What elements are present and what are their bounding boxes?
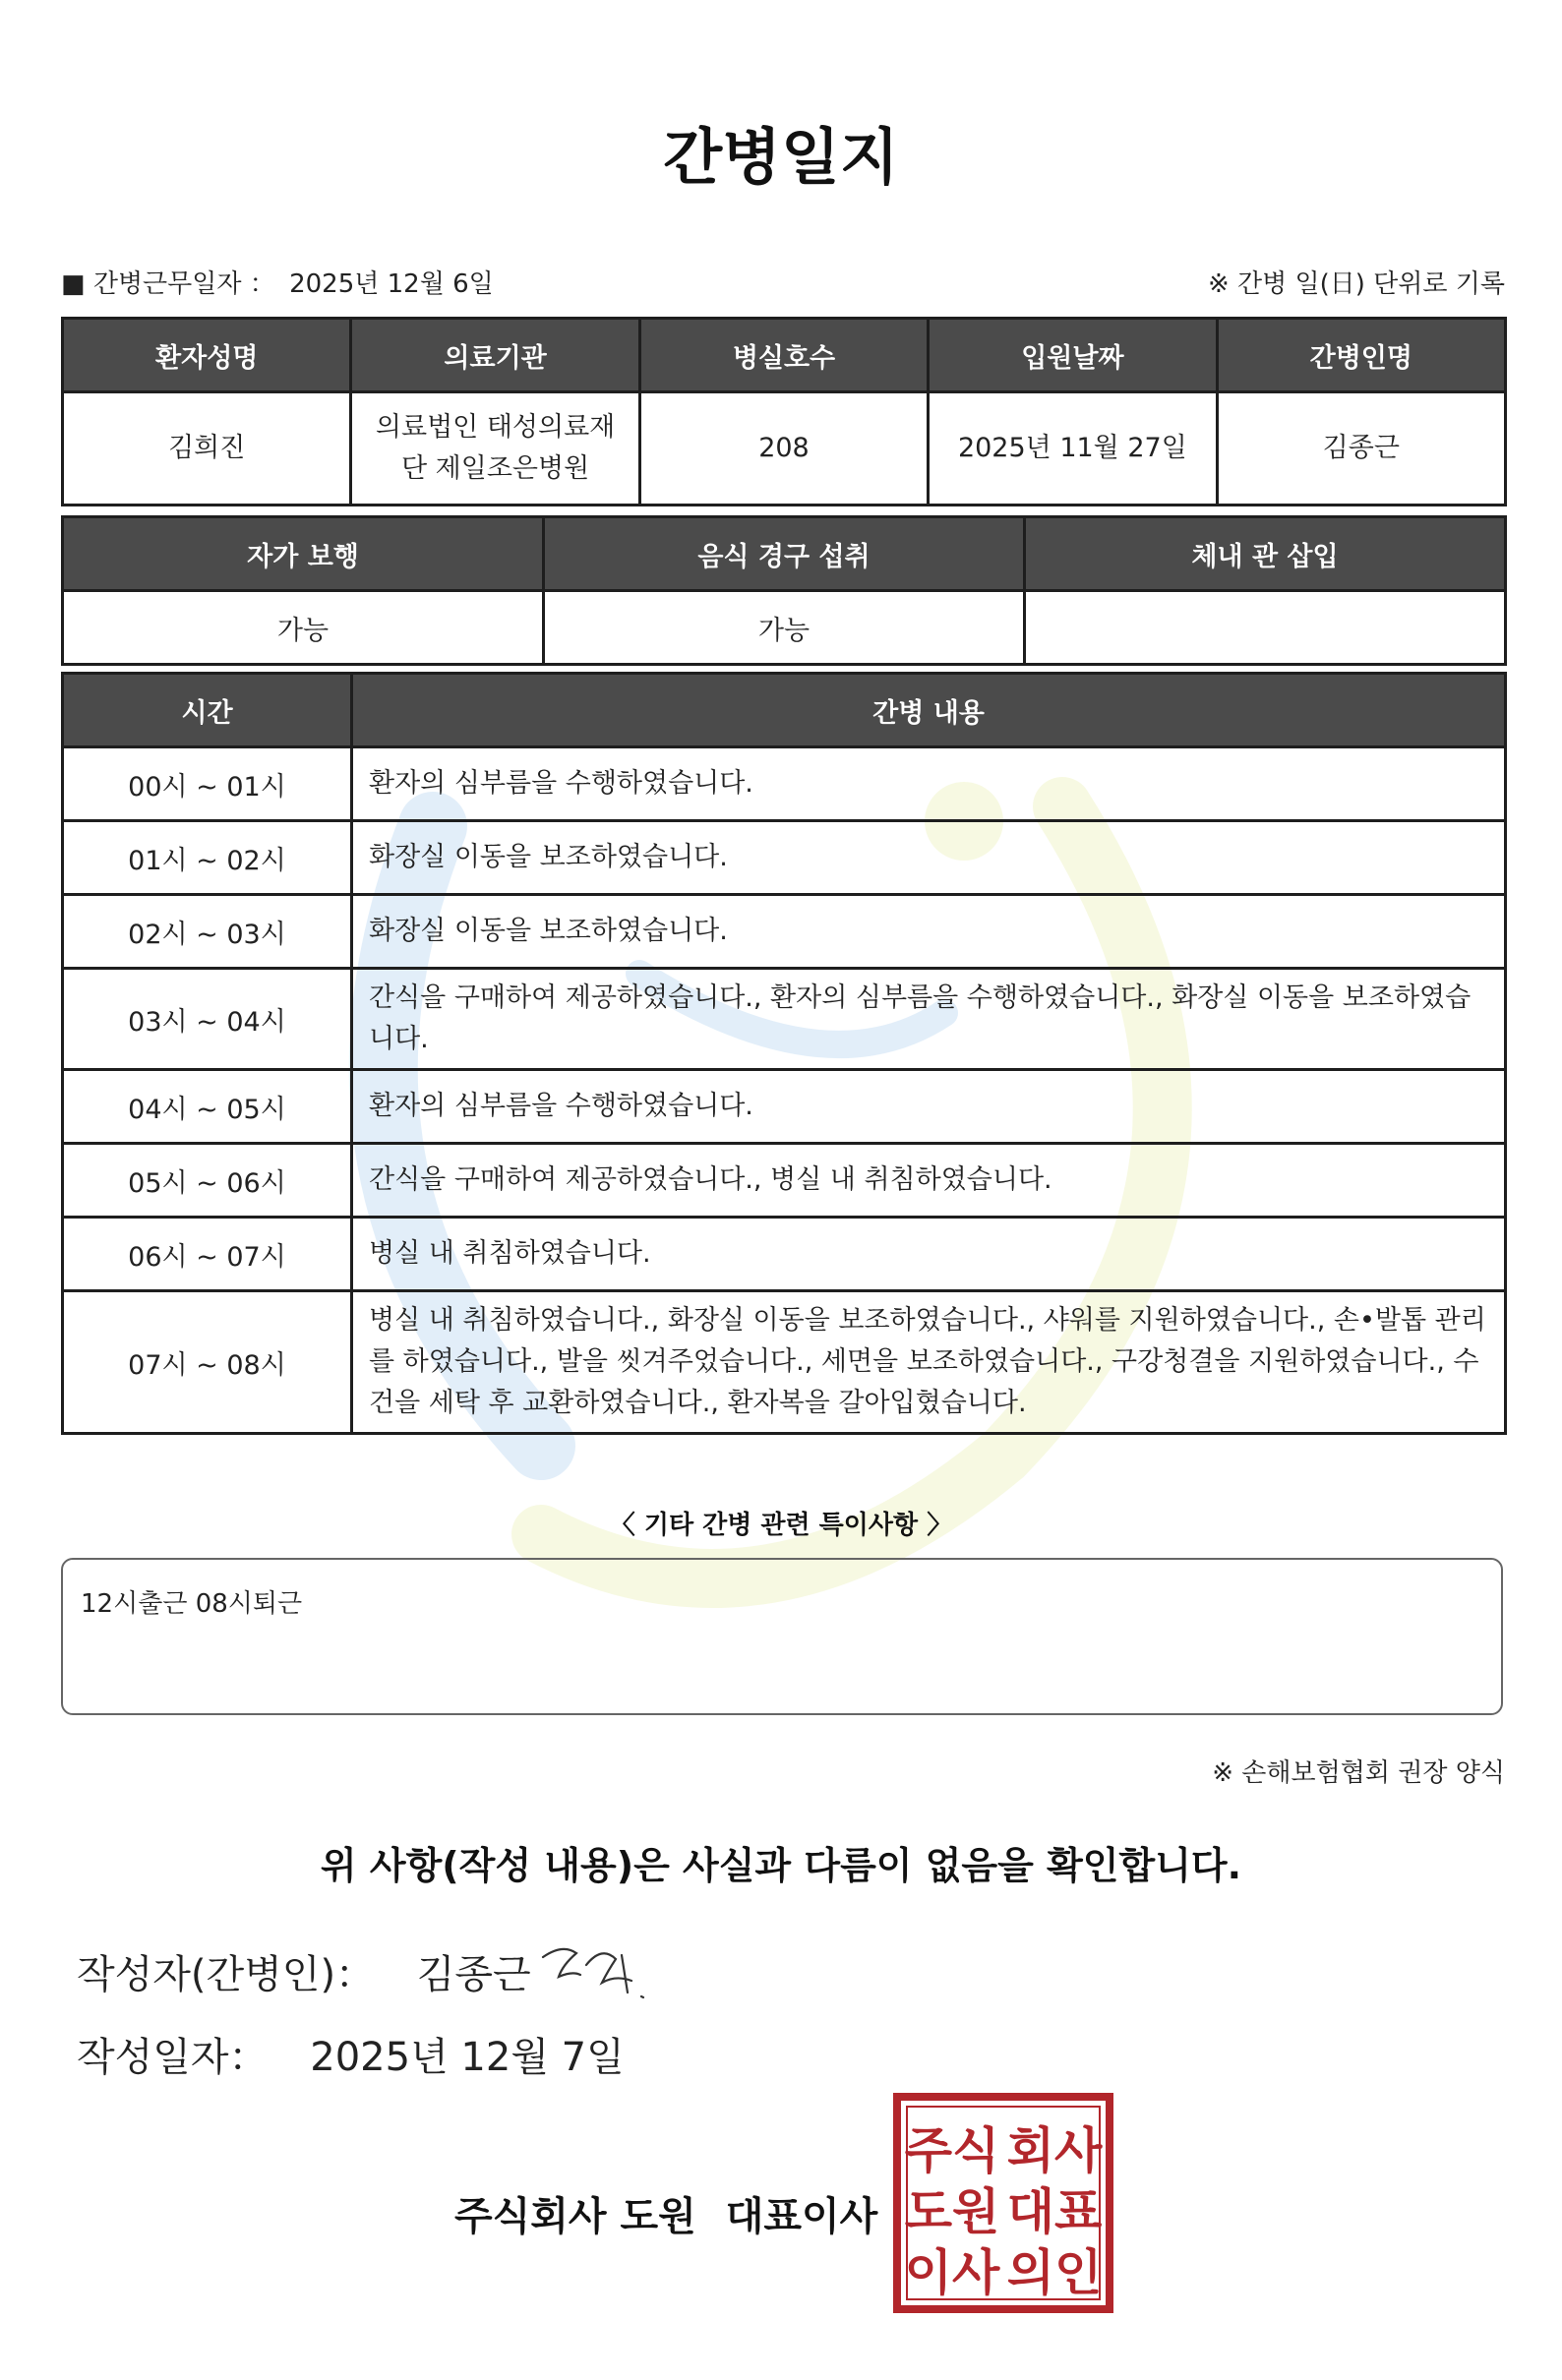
- row-time: 07시 ~ 08시: [63, 1291, 352, 1434]
- row-content: 병실 내 취침하였습니다., 화장실 이동을 보조하였습니다., 샤워를 지원하였습니다., 손•발톱 관리를 하였습니다., 발을 씻겨주었습니다., 세면을 보조하였습니다., 구강청결을 지원하였습니다., 수건을 세탁 후 교환하였습니다., 환자복을 갈아입혔습니다.: [352, 1291, 1506, 1434]
- meta-row: [61, 264, 1505, 300]
- table-row: [63, 821, 1506, 895]
- document-title: 간병일지: [663, 121, 899, 193]
- header-hospital: 의료기관: [351, 319, 639, 392]
- svg-text:주식: 주식: [904, 2122, 1000, 2179]
- table-row: [63, 1070, 1506, 1144]
- writer-name: 김종근: [416, 1952, 531, 1997]
- table-row: [63, 1144, 1506, 1218]
- self-walking-value: 가능: [63, 591, 544, 665]
- header-room: 병실호수: [639, 319, 928, 392]
- table-row: [63, 1218, 1506, 1291]
- company-seal-icon: [893, 2093, 1113, 2313]
- svg-text:의인: 의인: [1006, 2244, 1103, 2301]
- svg-text:이사: 이사: [904, 2244, 1000, 2301]
- header-admission-date: 입원날짜: [929, 319, 1217, 392]
- written-date-line: [77, 2026, 625, 2082]
- written-date-label: 작성일자：: [77, 2035, 269, 2080]
- confirmation-statement: 위 사항(작성 내용)은 사실과 다름이 없음을 확인합니다.: [320, 1844, 1242, 1887]
- care-log-table: [61, 672, 1507, 1435]
- special-notes-box: [61, 1558, 1503, 1715]
- row-content: 화장실 이동을 보조하였습니다.: [352, 821, 1506, 895]
- caregiver-name: 김종근: [1217, 392, 1505, 506]
- row-content: 환자의 심부름을 수행하였습니다.: [352, 1070, 1506, 1144]
- special-notes-title: 〈 기타 간병 관련 특이사항 〉: [609, 1511, 953, 1540]
- company-name: 주식회사 도원: [454, 2194, 696, 2239]
- table-row: [63, 1291, 1506, 1434]
- patient-name: 김희진: [63, 392, 351, 506]
- company-signoff: [454, 2185, 907, 2241]
- row-content: 환자의 심부름을 수행하였습니다.: [352, 747, 1506, 821]
- special-notes-text: 12시출근 08시퇴근: [81, 1589, 303, 1619]
- row-content: 화장실 이동을 보조하였습니다.: [352, 895, 1506, 969]
- tube-insertion-value: [1025, 591, 1506, 665]
- oral-intake-value: 가능: [544, 591, 1025, 665]
- patient-status-table: [61, 515, 1507, 666]
- table-row: [63, 969, 1506, 1070]
- header-caregiver-name: 간병인명: [1217, 319, 1505, 392]
- svg-text:회사: 회사: [1006, 2122, 1103, 2179]
- record-unit-note: ※ 간병 일(日) 단위로 기록: [1207, 269, 1505, 299]
- row-time: 02시 ~ 03시: [63, 895, 352, 969]
- header-patient-name: 환자성명: [63, 319, 351, 392]
- company-role: 대표이사: [725, 2194, 878, 2239]
- workdate-label: ■ 간병근무일자 ：: [61, 269, 275, 299]
- row-time: 05시 ~ 06시: [63, 1144, 352, 1218]
- row-time: 04시 ~ 05시: [63, 1070, 352, 1144]
- header-care-content: 간병 내용: [352, 674, 1506, 747]
- row-time: 00시 ~ 01시: [63, 747, 352, 821]
- header-oral-intake: 음식 경구 섭취: [544, 517, 1025, 591]
- signature-image: [533, 1935, 661, 2004]
- svg-text:대표: 대표: [1006, 2183, 1103, 2240]
- workdate: [61, 264, 500, 300]
- row-time: 06시 ~ 07시: [63, 1218, 352, 1291]
- svg-text:도원: 도원: [904, 2183, 1000, 2240]
- writer-line: [77, 1943, 531, 1999]
- row-content: 병실 내 취침하였습니다.: [352, 1218, 1506, 1291]
- row-time: 01시 ~ 02시: [63, 821, 352, 895]
- workdate-value: 2025년 12월 6일: [289, 269, 494, 299]
- header-tube-insertion: 체내 관 삽입: [1025, 517, 1506, 591]
- written-date-value: 2025년 12월 7일: [310, 2035, 625, 2080]
- row-content: 간식을 구매하여 제공하였습니다., 환자의 심부름을 수행하였습니다., 화장실 이동을 보조하였습니다.: [352, 969, 1506, 1070]
- header-self-walking: 자가 보행: [63, 517, 544, 591]
- row-time: 03시 ~ 04시: [63, 969, 352, 1070]
- row-content: 간식을 구매하여 제공하였습니다., 병실 내 취침하였습니다.: [352, 1144, 1506, 1218]
- hospital-name: 의료법인 태성의료재단 제일조은병원: [351, 392, 639, 506]
- writer-label: 작성자(간병인)：: [77, 1952, 376, 1997]
- patient-info-table: [61, 317, 1507, 506]
- room-number: 208: [639, 392, 928, 506]
- form-source-note: ※ 손해보험협회 권장 양식: [1212, 1758, 1505, 1788]
- header-time: 시간: [63, 674, 352, 747]
- admission-date: 2025년 11월 27일: [929, 392, 1217, 506]
- table-row: [63, 747, 1506, 821]
- table-row: [63, 895, 1506, 969]
